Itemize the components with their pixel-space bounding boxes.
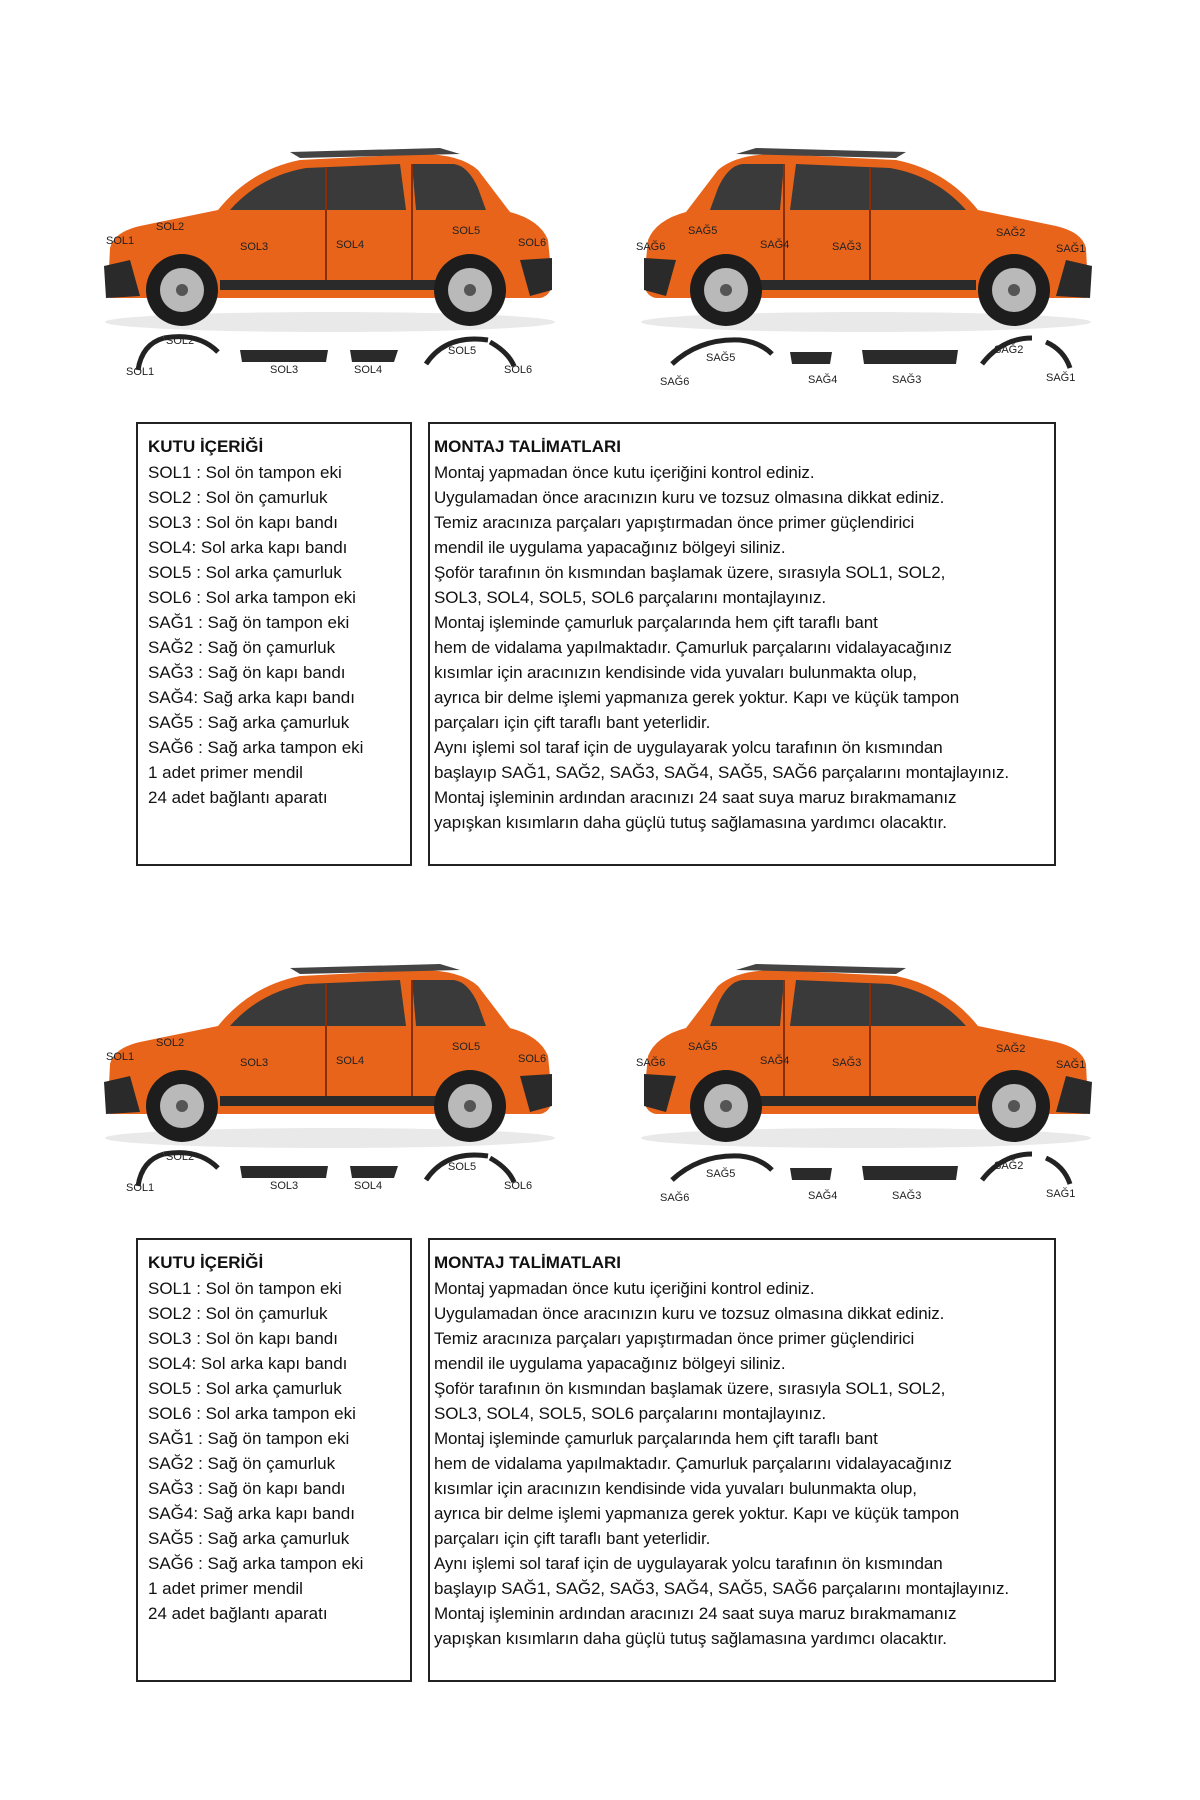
part-label: SOL6 bbox=[504, 1180, 533, 1192]
instruction-line: Aynı işlemi sol taraf için de uygulayarak yolcu tarafının ön kısmından bbox=[434, 1554, 943, 1573]
assembly-instructions-panel bbox=[428, 422, 1056, 866]
part-label: SAĞ4 bbox=[808, 1190, 838, 1202]
instruction-line: Montaj yapmadan önce kutu içeriğini kontrol ediniz. bbox=[434, 1279, 815, 1298]
box-contents-panel bbox=[136, 1238, 412, 1682]
car-label: SOL6 bbox=[518, 1053, 547, 1065]
box-contents-panel bbox=[136, 422, 412, 866]
box-item: SOL4: Sol arka kapı bandı bbox=[148, 1354, 348, 1373]
part-label: SOL2 bbox=[166, 1151, 195, 1163]
car-label: SAĞ2 bbox=[996, 1043, 1026, 1055]
instruction-line: SOL3, SOL4, SOL5, SOL6 parçalarını montajlayınız. bbox=[434, 588, 826, 607]
box-item: SOL5 : Sol arka çamurluk bbox=[148, 1379, 342, 1398]
box-item: SOL5 : Sol arka çamurluk bbox=[148, 563, 342, 582]
instruction-line: Uygulamadan önce aracınızın kuru ve tozsuz olmasına dikkat ediniz. bbox=[434, 488, 945, 507]
box-item: SOL3 : Sol ön kapı bandı bbox=[148, 513, 338, 532]
car-label: SOL4 bbox=[336, 1055, 365, 1067]
instruction-line: Şoför tarafının ön kısmından başlamak üzere, sırasıyla SOL1, SOL2, bbox=[434, 1379, 946, 1398]
box-item: SOL1 : Sol ön tampon eki bbox=[148, 463, 342, 482]
box-item: SOL6 : Sol arka tampon eki bbox=[148, 588, 356, 607]
part-label: SOL5 bbox=[448, 1161, 477, 1173]
box-item: 24 adet bağlantı aparatı bbox=[148, 1604, 328, 1623]
car-label: SOL3 bbox=[240, 1057, 269, 1069]
instruction-section bbox=[0, 0, 1200, 832]
assembly-title: MONTAJ TALİMATLARI bbox=[434, 437, 621, 456]
part-label: SAĞ2 bbox=[994, 1160, 1024, 1172]
car-label: SAĞ2 bbox=[996, 227, 1026, 239]
box-item: SAĞ1 : Sağ ön tampon eki bbox=[148, 613, 350, 632]
part-label: SAĞ1 bbox=[1046, 1188, 1076, 1200]
box-item: SOL1 : Sol ön tampon eki bbox=[148, 1279, 342, 1298]
part-label: SAĞ5 bbox=[706, 1168, 736, 1180]
car-label: SOL5 bbox=[452, 225, 481, 237]
instruction-line: başlayıp SAĞ1, SAĞ2, SAĞ3, SAĞ4, SAĞ5, SAĞ6 parçalarını montajlayınız. bbox=[434, 1579, 1010, 1598]
instruction-line: Uygulamadan önce aracınızın kuru ve tozsuz olmasına dikkat ediniz. bbox=[434, 1304, 945, 1323]
assembly-instructions-panel bbox=[428, 1238, 1056, 1682]
part-label: SAĞ4 bbox=[808, 374, 838, 386]
car-label: SAĞ1 bbox=[1056, 1059, 1086, 1071]
car-label: SAĞ4 bbox=[760, 1055, 790, 1067]
instruction-line: Montaj işleminin ardından aracınızı 24 saat suya maruz bırakmamanız bbox=[434, 788, 957, 807]
instruction-line: parçaları için çift taraflı bant yeterlidir. bbox=[434, 713, 711, 732]
box-item: SAĞ5 : Sağ arka çamurluk bbox=[148, 1529, 350, 1548]
box-item: SAĞ6 : Sağ arka tampon eki bbox=[148, 1554, 364, 1573]
instruction-line: Şoför tarafının ön kısmından başlamak üzere, sırasıyla SOL1, SOL2, bbox=[434, 563, 946, 582]
instruction-line: yapışkan kısımların daha güçlü tutuş sağlamasına yardımcı olacaktır. bbox=[434, 813, 947, 832]
part-label: SAĞ6 bbox=[660, 1192, 690, 1204]
box-item: 24 adet bağlantı aparatı bbox=[148, 788, 328, 807]
instruction-line: mendil ile uygulama yapacağınız bölgeyi siliniz. bbox=[434, 1354, 786, 1373]
part-label: SOL4 bbox=[354, 1180, 383, 1192]
instruction-line: Montaj işleminde çamurluk parçalarında hem çift taraflı bant bbox=[434, 1429, 878, 1448]
box-item: SAĞ6 : Sağ arka tampon eki bbox=[148, 738, 364, 757]
instruction-line: parçaları için çift taraflı bant yeterlidir. bbox=[434, 1529, 711, 1548]
box-contents-title: KUTU İÇERİĞİ bbox=[148, 1253, 264, 1272]
right-side-car-image bbox=[636, 956, 1096, 1156]
part-label: SAĞ3 bbox=[892, 1190, 922, 1202]
box-contents-title: KUTU İÇERİĞİ bbox=[148, 437, 264, 456]
part-label: SOL1 bbox=[126, 366, 155, 378]
left-side-car-image bbox=[100, 956, 560, 1156]
box-item: SAĞ3 : Sağ ön kapı bandı bbox=[148, 1479, 346, 1498]
car-label: SOL1 bbox=[106, 1051, 135, 1063]
box-item: SOL2 : Sol ön çamurluk bbox=[148, 488, 328, 507]
car-label: SAĞ3 bbox=[832, 1057, 862, 1069]
part-label: SOL4 bbox=[354, 364, 383, 376]
car-label: SOL3 bbox=[240, 241, 269, 253]
car-label: SAĞ5 bbox=[688, 225, 718, 237]
assembly-title: MONTAJ TALİMATLARI bbox=[434, 1253, 621, 1272]
part-label: SAĞ5 bbox=[706, 352, 736, 364]
box-item: SAĞ1 : Sağ ön tampon eki bbox=[148, 1429, 350, 1448]
instruction-line: Temiz aracınıza parçaları yapıştırmadan önce primer güçlendirici bbox=[434, 513, 915, 532]
instruction-line: hem de vidalama yapılmaktadır. Çamurluk parçalarını vidalayacağınız bbox=[434, 1454, 952, 1473]
box-item: SAĞ3 : Sağ ön kapı bandı bbox=[148, 663, 346, 682]
car-label: SAĞ5 bbox=[688, 1041, 718, 1053]
instruction-line: Aynı işlemi sol taraf için de uygulayarak yolcu tarafının ön kısmından bbox=[434, 738, 943, 757]
instruction-line: ayrıca bir delme işlemi yapmanıza gerek yoktur. Kapı ve küçük tampon bbox=[434, 1504, 960, 1523]
car-label: SAĞ1 bbox=[1056, 243, 1086, 255]
car-label: SOL2 bbox=[156, 1037, 185, 1049]
box-item: SOL6 : Sol arka tampon eki bbox=[148, 1404, 356, 1423]
part-label: SAĞ2 bbox=[994, 344, 1024, 356]
box-item: 1 adet primer mendil bbox=[148, 1579, 303, 1598]
car-label: SOL4 bbox=[336, 239, 365, 251]
left-side-car-image bbox=[100, 140, 560, 340]
right-side-car-image bbox=[636, 140, 1096, 340]
box-item: SAĞ4: Sağ arka kapı bandı bbox=[148, 688, 355, 707]
car-label: SAĞ3 bbox=[832, 241, 862, 253]
instruction-section bbox=[0, 816, 1200, 1648]
box-item: SOL3 : Sol ön kapı bandı bbox=[148, 1329, 338, 1348]
part-label: SAĞ3 bbox=[892, 374, 922, 386]
instruction-line: başlayıp SAĞ1, SAĞ2, SAĞ3, SAĞ4, SAĞ5, SAĞ6 parçalarını montajlayınız. bbox=[434, 763, 1010, 782]
car-label: SOL6 bbox=[518, 237, 547, 249]
box-item: SAĞ4: Sağ arka kapı bandı bbox=[148, 1504, 355, 1523]
instruction-line: kısımlar için aracınızın kendisinde vida yuvaları bulunmakta olup, bbox=[434, 1479, 917, 1498]
part-label: SOL3 bbox=[270, 1180, 299, 1192]
instruction-line: yapışkan kısımların daha güçlü tutuş sağlamasına yardımcı olacaktır. bbox=[434, 1629, 947, 1648]
part-label: SOL2 bbox=[166, 335, 195, 347]
instruction-line: hem de vidalama yapılmaktadır. Çamurluk parçalarını vidalayacağınız bbox=[434, 638, 952, 657]
part-label: SOL6 bbox=[504, 364, 533, 376]
car-label: SOL2 bbox=[156, 221, 185, 233]
part-label: SOL1 bbox=[126, 1182, 155, 1194]
instruction-line: ayrıca bir delme işlemi yapmanıza gerek yoktur. Kapı ve küçük tampon bbox=[434, 688, 960, 707]
instruction-line: kısımlar için aracınızın kendisinde vida yuvaları bulunmakta olup, bbox=[434, 663, 917, 682]
box-item: SAĞ2 : Sağ ön çamurluk bbox=[148, 638, 336, 657]
box-item: SOL4: Sol arka kapı bandı bbox=[148, 538, 348, 557]
box-item: SOL2 : Sol ön çamurluk bbox=[148, 1304, 328, 1323]
instruction-line: Montaj işleminin ardından aracınızı 24 saat suya maruz bırakmamanız bbox=[434, 1604, 957, 1623]
box-item: 1 adet primer mendil bbox=[148, 763, 303, 782]
instruction-line: Temiz aracınıza parçaları yapıştırmadan önce primer güçlendirici bbox=[434, 1329, 915, 1348]
part-label: SOL3 bbox=[270, 364, 299, 376]
car-label: SAĞ6 bbox=[636, 1057, 666, 1069]
instruction-line: Montaj işleminde çamurluk parçalarında hem çift taraflı bant bbox=[434, 613, 878, 632]
part-label: SOL5 bbox=[448, 345, 477, 357]
car-label: SAĞ6 bbox=[636, 241, 666, 253]
box-item: SAĞ5 : Sağ arka çamurluk bbox=[148, 713, 350, 732]
car-label: SAĞ4 bbox=[760, 239, 790, 251]
part-label: SAĞ1 bbox=[1046, 372, 1076, 384]
car-label: SOL1 bbox=[106, 235, 135, 247]
instruction-line: Montaj yapmadan önce kutu içeriğini kontrol ediniz. bbox=[434, 463, 815, 482]
box-item: SAĞ2 : Sağ ön çamurluk bbox=[148, 1454, 336, 1473]
car-label: SOL5 bbox=[452, 1041, 481, 1053]
part-label: SAĞ6 bbox=[660, 376, 690, 388]
instruction-line: mendil ile uygulama yapacağınız bölgeyi siliniz. bbox=[434, 538, 786, 557]
instruction-line: SOL3, SOL4, SOL5, SOL6 parçalarını montajlayınız. bbox=[434, 1404, 826, 1423]
